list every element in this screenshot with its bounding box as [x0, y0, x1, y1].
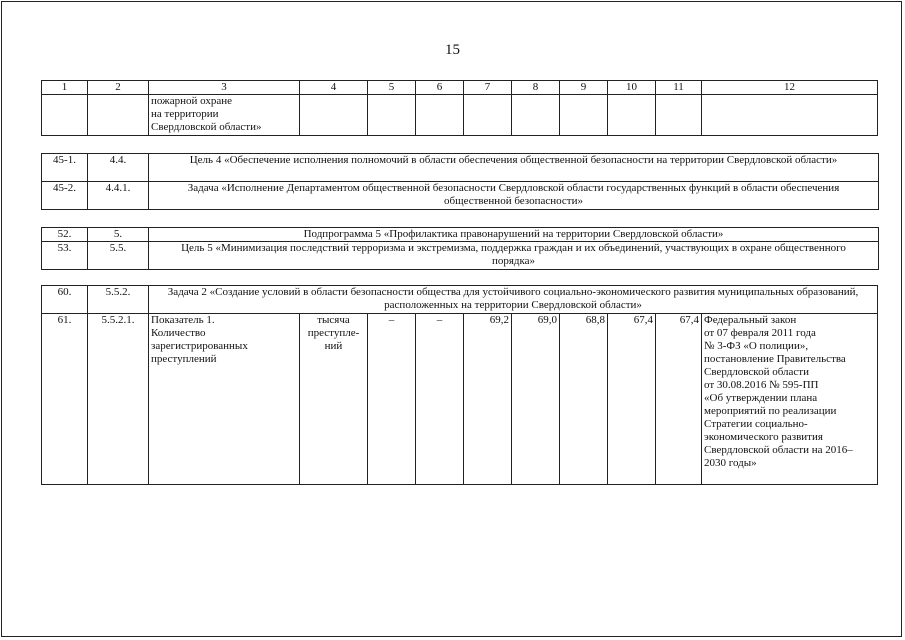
row-text: Задача 2 «Создание условий в области безопасности общества для устойчивого социально-экономического развития муниципальных образований, расположенных на территории Свердловской области»: [149, 286, 878, 314]
column-header: 5: [368, 81, 416, 95]
row-number: 45-2.: [42, 182, 88, 210]
text-line: постановление Правительства: [704, 353, 846, 365]
text-line: Количество: [151, 327, 206, 339]
header-table: [41, 80, 878, 136]
row-text: Цель 4 «Обеспечение исполнения полномочий в области обеспечения общественной безопасности на территории Свердловской области»: [149, 154, 879, 182]
text-line: мероприятий по реализации: [704, 405, 837, 417]
row-number: 61.: [42, 314, 88, 485]
indicator-row: [42, 314, 878, 485]
unit-cell: [300, 314, 368, 485]
text-line: «Об утверждении плана: [704, 392, 818, 404]
value-cell: 67,4: [608, 314, 656, 485]
text-line: Федеральный закон: [704, 314, 797, 326]
text-line: 2030 годы»: [704, 457, 757, 469]
text-line: преступлений: [151, 353, 217, 365]
column-header: 3: [149, 81, 300, 95]
table-row: [42, 182, 879, 210]
row-code: 4.4.1.: [88, 182, 149, 210]
row-text: Цель 5 «Минимизация последствий терроризма и экстремизма, поддержка граждан и их объединений, участвующих в охране общественного порядка»: [149, 242, 879, 270]
continuation-row: [42, 95, 878, 136]
text-line: ний: [324, 340, 343, 352]
row-code: 5.5.2.: [88, 286, 149, 314]
text-line: зарегистрированных: [151, 340, 248, 352]
row-code: 5.: [88, 228, 149, 242]
table-row: [42, 286, 878, 314]
table-row: [42, 228, 879, 242]
row-number: 45-1.: [42, 154, 88, 182]
text-line: № 3-ФЗ «О полиции»,: [704, 340, 809, 352]
text-line: Показатель 1.: [151, 314, 215, 326]
column-header: 7: [464, 81, 512, 95]
column-header: 10: [608, 81, 656, 95]
page-number: 15: [445, 42, 460, 58]
column-header: 2: [88, 81, 149, 95]
goal-table: [41, 153, 879, 210]
value-cell: 68,8: [560, 314, 608, 485]
text-line: экономического развития: [704, 431, 823, 443]
column-header: 4: [300, 81, 368, 95]
source-cell: [702, 314, 878, 485]
column-header: 1: [42, 81, 88, 95]
column-header: 9: [560, 81, 608, 95]
text-line: Стратегии социально-: [704, 418, 808, 430]
row-text: Подпрограмма 5 «Профилактика правонарушений на территории Свердловской области»: [149, 228, 879, 242]
row-text: Задача «Исполнение Департаментом общественной безопасности Свердловской области государственных функций в области обеспечения общественной безопасности»: [149, 182, 879, 210]
text-line: Свердловской области»: [151, 121, 262, 133]
text-line: на территории: [151, 108, 219, 120]
value-cell: –: [368, 314, 416, 485]
task-table: [41, 285, 878, 485]
value-cell: 69,0: [512, 314, 560, 485]
row-code: 5.5.2.1.: [88, 314, 149, 485]
row-code: 4.4.: [88, 154, 149, 182]
column-number-row: [42, 81, 878, 95]
row-number: 52.: [42, 228, 88, 242]
text-line: тысяча: [317, 314, 350, 326]
text-line: пожарной охране: [151, 95, 232, 107]
column-header: 12: [702, 81, 878, 95]
table-row: [42, 154, 879, 182]
value-cell: 69,2: [464, 314, 512, 485]
text-line: Свердловской области на 2016–: [704, 444, 853, 456]
text-line: от 07 февраля 2011 года: [704, 327, 816, 339]
text-line: от 30.08.2016 № 595-ПП: [704, 379, 819, 391]
column-header: 6: [416, 81, 464, 95]
column-header: 8: [512, 81, 560, 95]
table-row: [42, 242, 879, 270]
text-line: Свердловской области: [704, 366, 809, 378]
value-cell: 67,4: [656, 314, 702, 485]
continuation-name-cell: [149, 95, 300, 136]
row-number: 60.: [42, 286, 88, 314]
column-header: 11: [656, 81, 702, 95]
row-code: 5.5.: [88, 242, 149, 270]
row-number: 53.: [42, 242, 88, 270]
indicator-name-cell: [149, 314, 300, 485]
value-cell: –: [416, 314, 464, 485]
text-line: преступле-: [307, 327, 360, 339]
subprogram-table: [41, 227, 879, 270]
